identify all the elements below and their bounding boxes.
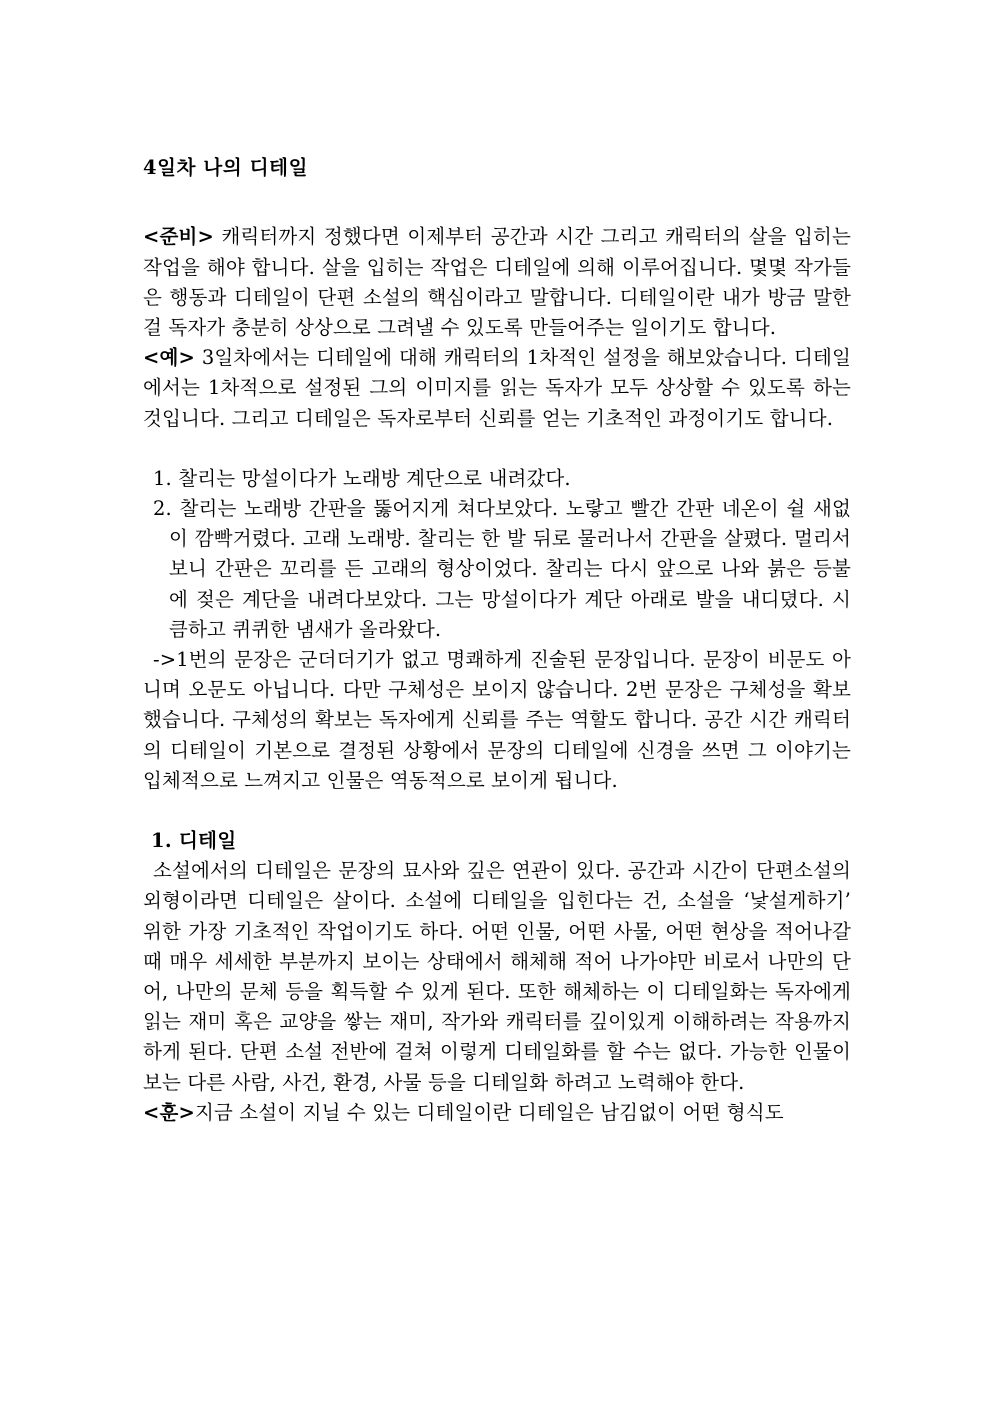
marker-example: <예>: [143, 346, 195, 370]
list-item-text: 찰리는 노래방 간판을 뚫어지게 쳐다보았다. 노랗고 빨간 간판 네온이 쉴 새없이 깜빡거렸다. 고래 노래방. 찰리는 한 발 뒤로 물러나서 간판을 살폈다. 멀리서 보니 간판은 꼬리를 든 고래의 형상이었다. 찰리는 다시 앞으로 나와 붉은 등불에 젖은 계단을 내려다보았다. 그는 망설이다가 계단 아래로 발을 내디뎠다. 시큼하고 퀴퀴한 냄새가 올라왔다.: [169, 496, 851, 641]
list-item: [143, 494, 851, 645]
spacer-before-list: [143, 434, 851, 464]
paragraph-analysis-note: ->1번의 문장은 군더더기가 없고 명쾌하게 진술된 문장입니다. 문장이 비문도 아니며 오문도 아닙니다. 다만 구체성은 보이지 않습니다. 2번 문장은 구체성을 확보했습니다. 구체성의 확보는 독자에게 신뢰를 주는 역할도 합니다. 공간 시간 캐릭터의 디테일이 기본으로 결정된 상황에서 문장의 디테일에 신경을 쓰면 그 이야기는 입체적으로 느껴지고 인물은 역동적으로 보이게 됩니다.: [143, 647, 851, 792]
list-item-text: 찰리는 망설이다가 노래방 계단으로 내려갔다.: [178, 466, 571, 490]
section-heading-detail: 1. 디테일: [151, 829, 237, 852]
list-item: [143, 464, 851, 494]
document-content: [143, 155, 851, 1128]
page-title: 4일차 나의 디테일: [143, 156, 309, 179]
paragraph-preparation: [143, 222, 851, 343]
paragraph-example-body: 3일차에서는 디테일에 대해 캐릭터의 1차적인 설정을 해보았습니다. 디테일에서는 1차적으로 설정된 그의 이미지를 읽는 독자가 모두 상상할 수 있도록 하는 것입니다. 그리고 디테일은 독자로부터 신뢰를 얻는 기초적인 과정이기도 합니다.: [143, 346, 851, 430]
paragraph-training-body: 지금 소설이 지닐 수 있는 디테일이란 디테일은 남김없이 어떤 형식도: [194, 1100, 784, 1124]
paragraph-preparation-body: 캐릭터까지 정했다면 이제부터 공간과 시간 그리고 캐릭터의 살을 입히는 작업을 해야 합니다. 살을 입히는 작업은 디테일에 의해 이루어집니다. 몇몇 작가들은 행동과 디테일이 단편 소설의 핵심이라고 말합니다. 디테일이란 내가 방금 말한 걸 독자가 충분히 상상으로 그려낼 수 있도록 만들어주는 일이기도 합니다.: [143, 225, 851, 339]
list-item-number: 2.: [153, 496, 172, 520]
sentence-example-list: [143, 464, 851, 645]
spacer-before-detail-heading: [143, 796, 851, 826]
marker-preparation: <준비>: [143, 225, 214, 249]
paragraph-detail-body: 소설에서의 디테일은 문장의 묘사와 깊은 연관이 있다. 공간과 시간이 단편소설의 외형이라면 디테일은 살이다. 소설에 디테일을 입힌다는 건, 소설을 ‘낯설게하기’ 위한 가장 기초적인 작업이기도 하다. 어떤 인물, 어떤 사물, 어떤 현상을 적어나갈 때 매우 세세한 부분까지 보이는 상태에서 해체해 적어 나가야만 비로서 나만의 단어, 나만의 문체 등을 획득할 수 있게 된다. 또한 해체하는 이 디테일화는 독자에게 읽는 재미 혹은 교양을 쌓는 재미, 작가와 캐릭터를 깊이있게 이해하려는 작용까지 하게 된다. 단편 소설 전반에 걸쳐 이렇게 디테일화를 할 수는 없다. 가능한 인물이 보는 다른 사람, 사건, 환경, 사물 등을 디테일화 하려고 노력해야 한다.: [143, 859, 851, 1094]
list-item-number: 1.: [153, 466, 172, 490]
paragraph-example: [143, 343, 851, 434]
marker-training: <훈>: [143, 1100, 195, 1124]
paragraph-training: [143, 1098, 851, 1128]
